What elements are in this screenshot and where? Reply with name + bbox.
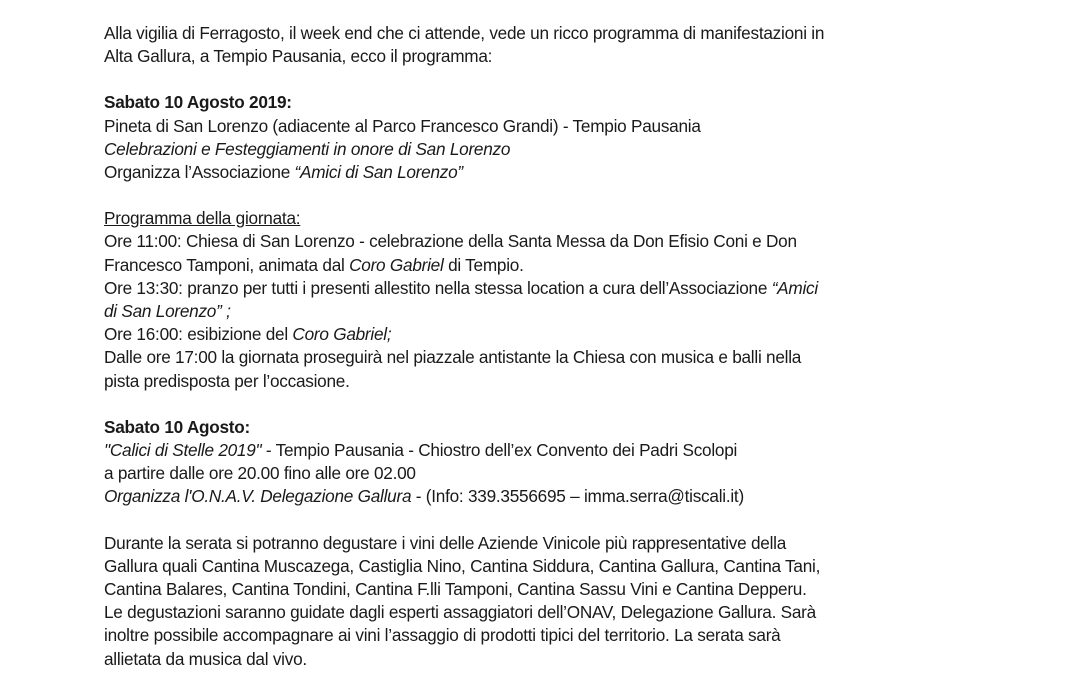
spacer xyxy=(104,393,984,416)
event1-heading: Sabato 10 Agosto 2019: xyxy=(104,92,292,113)
event2-heading: Sabato 10 Agosto: xyxy=(104,416,250,437)
document-page xyxy=(104,22,984,671)
program-item xyxy=(104,277,984,300)
event-location: - Tempio Pausania - Chiostro dell’ex Convento dei Padri Scolopi xyxy=(261,440,738,461)
text: Ore 13:30: pranzo per tutti i presenti allestito nella stessa location a cura dell’Associazione xyxy=(104,277,772,298)
intro-line: Alla vigilia di Ferragosto, il week end che ci attende, vede un ricco programma di manifestazioni in xyxy=(104,23,825,43)
program-heading xyxy=(104,207,984,230)
program-item: di San Lorenzo” ; xyxy=(104,301,231,322)
contact-info: - (Info: 339.3556695 – imma.serra@tiscali.it) xyxy=(411,486,744,507)
program-heading-text: Programma della giornata: xyxy=(104,208,301,229)
text: Francesco Tamponi, animata dal xyxy=(104,254,350,275)
event2-organizer xyxy=(104,485,984,508)
description-line: Gallura quali Cantina Muscazega, Castiglia Nino, Cantina Siddura, Cantina Gallura, Cantina Tani, xyxy=(104,555,821,576)
program-item: Dalle ore 17:00 la giornata proseguirà nel piazzale antistante la Chiesa con musica e balli nella xyxy=(104,347,802,368)
text: Ore 16:00: esibizione del xyxy=(104,324,293,345)
event1-organizer xyxy=(104,161,984,184)
association-name: “Amici xyxy=(771,277,818,298)
event1-location: Pineta di San Lorenzo (adiacente al Parco Francesco Grandi) - Tempio Pausania xyxy=(104,115,701,136)
organizer-name: Organizza l'O.N.A.V. Delegazione Gallura xyxy=(104,486,412,507)
text: di Tempio. xyxy=(443,254,524,275)
description-line: Durante la serata si potranno degustare i vini delle Aziende Vinicole più rappresentative della xyxy=(104,532,787,553)
description-line: Le degustazioni saranno guidate dagli esperti assaggiatori dell’ONAV, Delegazione Gallura. Sarà xyxy=(104,602,816,623)
program-item xyxy=(104,323,984,346)
organizer-name: “Amici di San Lorenzo” xyxy=(294,162,463,183)
description-line: allietata da musica dal vivo. xyxy=(104,648,307,669)
spacer xyxy=(104,509,984,532)
organizer-prefix: Organizza l’Associazione xyxy=(104,162,295,183)
choir-name: Coro Gabriel xyxy=(349,254,444,275)
program-item xyxy=(104,254,984,277)
description-line: inoltre possibile accompagnare ai vini l’assaggio di prodotti tipici del territorio. La serata sarà xyxy=(104,625,781,646)
program-item: Ore 11:00: Chiesa di San Lorenzo - celebrazione della Santa Messa da Don Efisio Coni e Don xyxy=(104,231,797,252)
spacer xyxy=(104,184,984,207)
choir-name: Coro Gabriel; xyxy=(292,324,392,345)
description-line: Cantina Balares, Cantina Tondini, Cantina F.lli Tamponi, Cantina Sassu Vini e Cantina Depperu. xyxy=(104,579,807,600)
intro-line: Alta Gallura, a Tempio Pausania, ecco il programma: xyxy=(104,46,493,67)
event1-subtitle: Celebrazioni e Festeggiamenti in onore di San Lorenzo xyxy=(104,138,511,159)
event2-time: a partire dalle ore 20.00 fino alle ore 02.00 xyxy=(104,463,416,484)
program-item: pista predisposta per l’occasione. xyxy=(104,370,350,391)
spacer xyxy=(104,68,984,91)
event2-title xyxy=(104,439,984,462)
event-title: "Calici di Stelle 2019" xyxy=(104,440,262,461)
